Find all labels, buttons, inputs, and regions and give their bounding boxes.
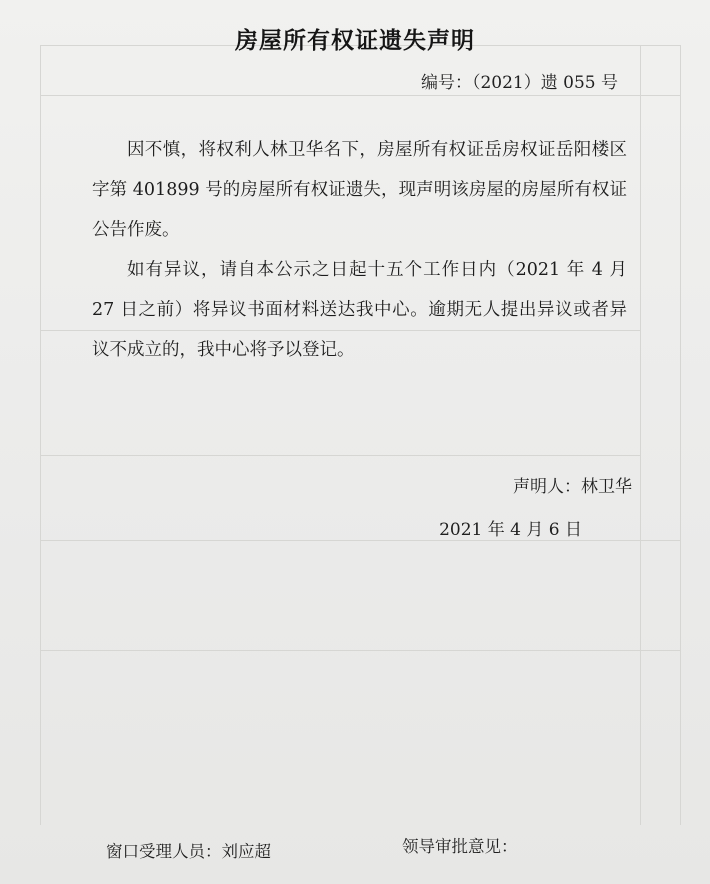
bleed-line [640,45,641,825]
window-receiver: 窗口受理人员：刘应超 [106,842,271,861]
bleed-line [40,650,680,651]
document-number: 编号：（2021）遗 055 号 [420,73,618,93]
bleed-line [40,540,680,541]
bleed-line [40,455,640,456]
bleed-line [40,45,41,825]
notice-title: 房屋所有权证遗失声明 [235,28,475,54]
bleed-line [680,45,681,825]
declarant: 声明人：林卫华 [513,477,632,497]
notice-paragraph-2: 如有异议，请自本公示之日起十五个工作日内（2021 年 4 月 27 日之前）将异议书面材料送达我中心。逾期无人提出异议或者异议不成立的，我中心将予以登记。 [92,260,627,360]
notice-paragraph-1: 因不慎，将权利人林卫华名下，房屋所有权证岳房权证岳阳楼区字第 401899 号的房屋所有权证遗失，现声明该房屋的房屋所有权证公告作废。 [92,140,627,240]
leader-approval: 领导审批意见： [402,837,518,856]
notice-date: 2021 年 4 月 6 日 [439,520,582,540]
bleed-line [40,95,680,96]
